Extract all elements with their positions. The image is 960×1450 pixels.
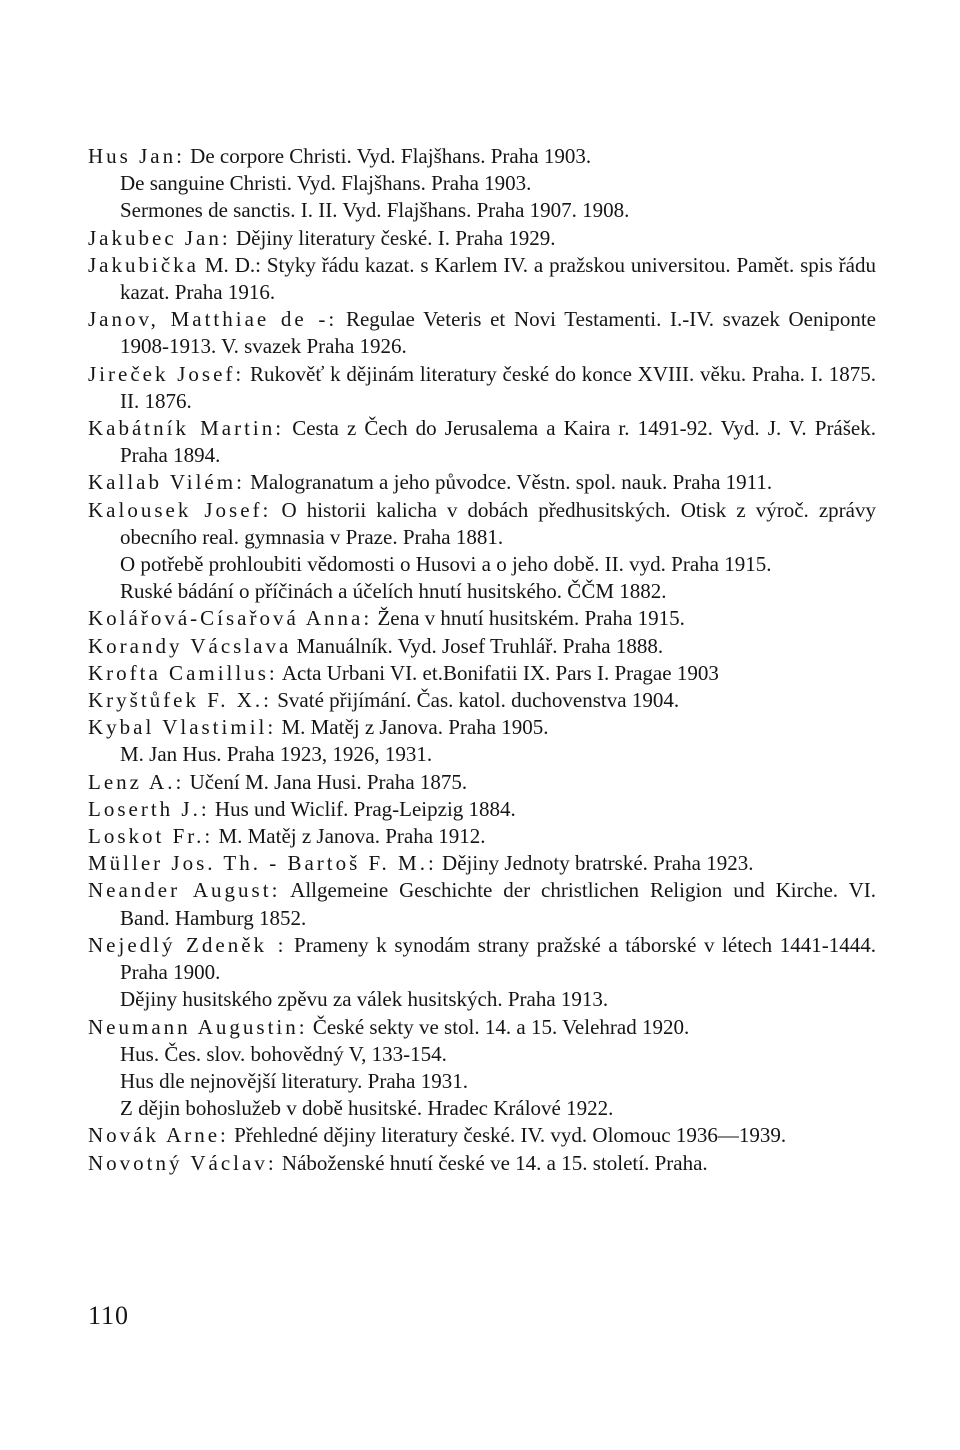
- bibliography-entry: [88, 469, 876, 496]
- entry-text: Sermones de sanctis. I. II. Vyd. Flajšhans. Praha 1907. 1908.: [120, 198, 630, 223]
- entry-text: České sekty ve stol. 14. a 15. Velehrad 1920.: [307, 1014, 690, 1039]
- bibliography-entry: [88, 877, 876, 931]
- entry-text: Z dějin bohoslužeb v době husitské. Hradec Králové 1922.: [120, 1096, 614, 1121]
- bibliography-subentry: [88, 551, 876, 578]
- bibliography-subentry: [88, 741, 876, 768]
- entry-author: Kolářová-Císařová Anna:: [88, 606, 373, 631]
- bibliography-entry: [88, 850, 876, 877]
- bibliography-subentry: [88, 1041, 876, 1068]
- entry-text: Hus. Čes. slov. bohovědný V, 133-154.: [120, 1041, 447, 1066]
- entry-author: Novák Arne:: [88, 1123, 229, 1148]
- bibliography-entry: [88, 605, 876, 632]
- bibliography-entry: [88, 796, 876, 823]
- bibliography-entry: [88, 1150, 876, 1177]
- entry-text: Svaté přijímání. Čas. katol. duchovenstva 1904.: [271, 688, 680, 713]
- entry-text: Manuálník. Vyd. Josef Truhlář. Praha 1888.: [291, 633, 664, 658]
- bibliography-entry: [88, 714, 876, 741]
- bibliography-subentry: [88, 578, 876, 605]
- bibliography-entry: [88, 143, 876, 170]
- entry-author: Janov, Matthiae de -:: [88, 307, 338, 332]
- bibliography-entry: [88, 687, 876, 714]
- bibliography-entry: [88, 769, 876, 796]
- entry-text: Přehledné dějiny literatury české. IV. vyd. Olomouc 1936—1939.: [228, 1123, 787, 1148]
- bibliography-entry: [88, 823, 876, 850]
- entry-text: M. Matěj z Janova. Praha 1905.: [276, 715, 549, 740]
- entry-text: Žena v hnutí husitském. Praha 1915.: [372, 606, 685, 631]
- bibliography-entry: [88, 932, 876, 986]
- entry-author: Loserth J.:: [88, 796, 210, 821]
- entry-text: Dějiny literatury české. I. Praha 1929.: [230, 225, 556, 250]
- bibliography-entry: [88, 633, 876, 660]
- bibliography-entry: [88, 252, 876, 306]
- entry-author: Kalousek Josef:: [88, 497, 272, 522]
- entry-text: Prameny k synodám strany pražské a táborské v létech 1441-1444. Praha 1900.: [120, 932, 877, 985]
- entry-text: Hus dle nejnovější literatury. Praha 1931.: [120, 1068, 468, 1093]
- bibliography-entry: [88, 497, 876, 551]
- entry-author: Neander August:: [88, 878, 281, 903]
- entry-text: Malogranatum a jeho původce. Věstn. spol. nauk. Praha 1911.: [244, 470, 773, 495]
- entry-text: Dějiny Jednoty bratrské. Praha 1923.: [436, 851, 754, 876]
- entry-author: Kryštůfek F. X.:: [88, 688, 272, 713]
- entry-author: Müller Jos. Th. - Bartoš F. M.:: [88, 851, 437, 876]
- bibliography-entry: [88, 1122, 876, 1149]
- entry-text: Dějiny husitského zpěvu za válek husitských. Praha 1913.: [120, 987, 609, 1012]
- entry-author: Nejedlý Zdeněk :: [88, 932, 287, 957]
- entry-author: Neumann Augustin:: [88, 1014, 308, 1039]
- entry-author: Krofta Camillus:: [88, 660, 278, 685]
- entry-text: O potřebě prohloubiti vědomosti o Husovi a o jeho době. II. vyd. Praha 1915.: [120, 552, 772, 577]
- bibliography-subentry: [88, 986, 876, 1013]
- entry-author: Kallab Vilém:: [88, 470, 245, 495]
- entry-text: Hus und Wiclif. Prag-Leipzig 1884.: [209, 796, 516, 821]
- entry-text: Regulae Veteris et Novi Testamenti. I.-IV. svazek Oeniponte 1908-1913. V. svazek Praha 1926.: [120, 307, 876, 359]
- entry-text: M. Jan Hus. Praha 1923, 1926, 1931.: [120, 742, 433, 767]
- entry-text: M. D.: Styky řádu kazat. s Karlem IV. a pražskou universitou. Pamět. spis řádu kazat. Praha 1916.: [120, 252, 876, 305]
- entry-author: Kabátník Martin:: [88, 416, 285, 441]
- entry-author: Hus Jan:: [88, 144, 185, 168]
- bibliography-entry: [88, 306, 876, 360]
- bibliography-subentry: [88, 1095, 876, 1122]
- entry-text: De corpore Christi. Vyd. Flajšhans. Praha 1903.: [184, 144, 592, 168]
- bibliography-entry: [88, 660, 876, 687]
- entry-author: Loskot Fr.:: [88, 824, 214, 849]
- entry-author: Korandy Vácslava: [88, 633, 292, 658]
- entry-author: Kybal Vlastimil:: [88, 715, 277, 740]
- bibliography-list: [88, 143, 876, 1177]
- entry-text: M. Matěj z Janova. Praha 1912.: [213, 824, 486, 849]
- entry-text: O historii kalicha v dobách předhusitských. Otisk z výroč. zprávy obecního real. gymnasia v Praze. Praha 1881.: [120, 497, 876, 549]
- entry-author: Jakubec Jan:: [88, 225, 231, 250]
- page-number: 110: [88, 1301, 130, 1330]
- entry-text: Acta Urbani VI. et.Bonifatii IX. Pars I. Pragae 1903: [277, 660, 719, 685]
- bibliography-subentry: [88, 170, 876, 197]
- bibliography-entry: [88, 1014, 876, 1041]
- entry-text: Náboženské hnutí české ve 14. a 15. století. Praha.: [276, 1150, 708, 1175]
- entry-text: Rukověť k dějinám literatury české do konce XVIII. věku. Praha. I. 1875. II. 1876.: [120, 361, 876, 413]
- bibliography-subentry: [88, 1068, 876, 1095]
- bibliography-subentry: [88, 197, 876, 224]
- bibliography-entry: [88, 415, 876, 469]
- bibliography-entry: [88, 225, 876, 252]
- bibliography-entry: [88, 361, 876, 415]
- entry-text: Ruské bádání o příčinách a účelích hnutí husitského. ČČM 1882.: [120, 579, 667, 604]
- entry-text: Cesta z Čech do Jerusalema a Kaira r. 1491-92. Vyd. J. V. Prášek. Praha 1894.: [120, 416, 876, 468]
- entry-author: Novotný Václav:: [88, 1150, 277, 1175]
- entry-text: De sanguine Christi. Vyd. Flajšhans. Praha 1903.: [120, 171, 532, 196]
- entry-author: Lenz A.:: [88, 769, 185, 794]
- entry-text: Učení M. Jana Husi. Praha 1875.: [184, 769, 468, 794]
- entry-text: Allgemeine Geschichte der christlichen Religion und Kirche. VI. Band. Hamburg 1852.: [120, 878, 876, 930]
- entry-author: Jireček Josef:: [88, 361, 245, 386]
- entry-author: Jakubička: [88, 252, 199, 277]
